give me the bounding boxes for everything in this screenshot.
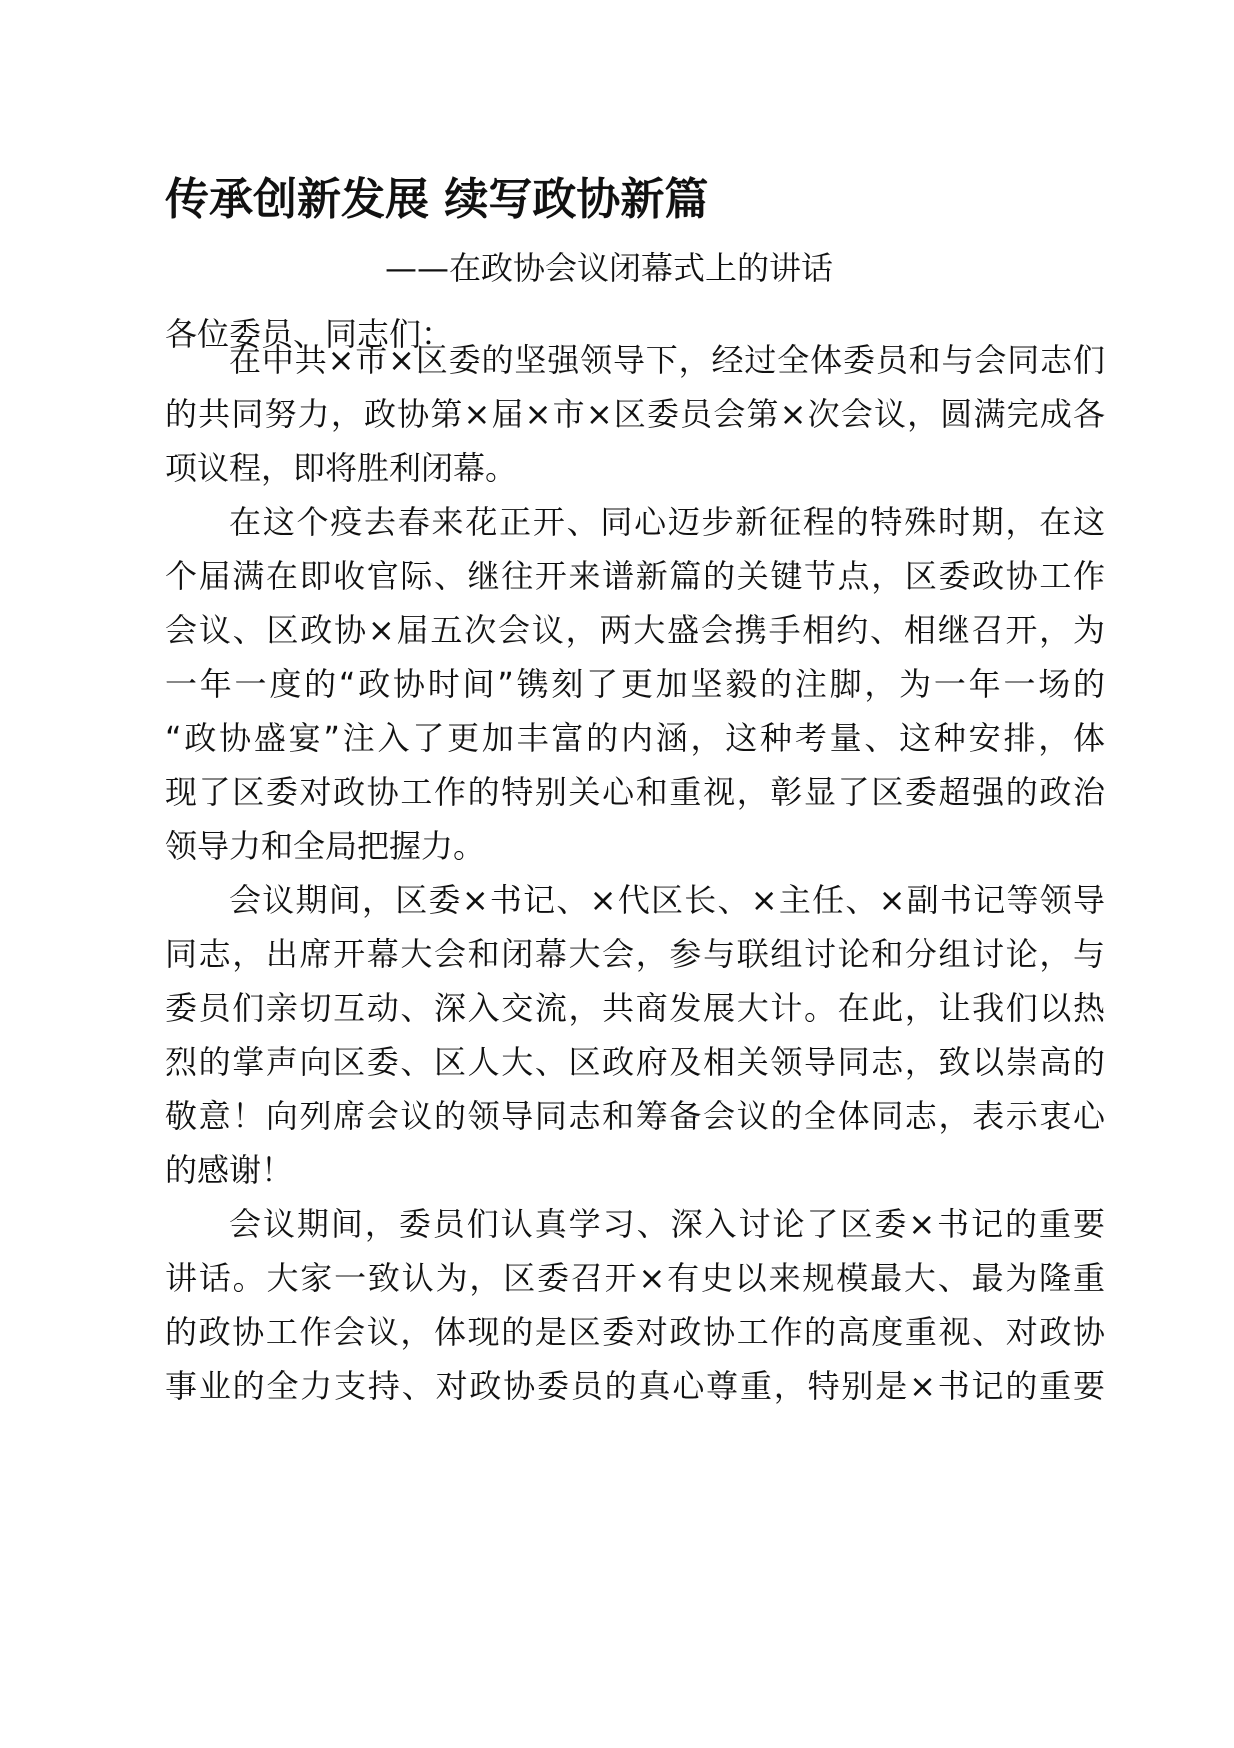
paragraph-line: 一年一度的“政协时间”镌刻了更加坚毅的注脚，为一年一场的	[165, 665, 1105, 703]
paragraph-line: 在中共×市×区委的坚强领导下，经过全体委员和与会同志们	[229, 341, 1105, 379]
paragraph-line: 委员们亲切互动、深入交流，共商发展大计。在此，让我们以热	[165, 989, 1105, 1027]
paragraph-line: 会议期间，区委×书记、×代区长、×主任、×副书记等领导	[229, 881, 1105, 919]
paragraph-line: “政协盛宴”注入了更加丰富的内涵，这种考量、这种安排，体	[165, 719, 1105, 757]
paragraph-line: 的政协工作会议，体现的是区委对政协工作的高度重视、对政协	[165, 1313, 1105, 1351]
paragraph-line: 项议程，即将胜利闭幕。	[165, 449, 518, 487]
paragraph-line: 在这个疫去春来花正开、同心迈步新征程的特殊时期，在这	[229, 503, 1105, 541]
paragraph-line: 同志，出席开幕大会和闭幕大会，参与联组讨论和分组讨论，与	[165, 935, 1105, 973]
paragraph-line: 烈的掌声向区委、区人大、区政府及相关领导同志，致以崇高的	[165, 1043, 1105, 1081]
paragraph-line: 讲话。大家一致认为，区委召开×有史以来规模最大、最为隆重	[165, 1259, 1105, 1297]
paragraph-line: 领导力和全局把握力。	[165, 827, 486, 865]
paragraph-line: 会议期间，委员们认真学习、深入讨论了区委×书记的重要	[229, 1205, 1105, 1243]
paragraph-line: 敬意！向列席会议的领导同志和筹备会议的全体同志，表示衷心	[165, 1097, 1105, 1135]
salutation: 各位委员、同志们：	[165, 315, 454, 353]
paragraph-line: 的感谢！	[165, 1151, 294, 1189]
paragraph-line: 的共同努力，政协第×届×市×区委员会第×次会议，圆满完成各	[165, 395, 1105, 433]
paragraph-line: 个届满在即收官际、继往开来谱新篇的关键节点，区委政协工作	[165, 557, 1105, 595]
paragraph-line: 会议、区政协×届五次会议，两大盛会携手相约、相继召开，为	[165, 611, 1105, 649]
paragraph-line: 事业的全力支持、对政协委员的真心尊重，特别是×书记的重要	[165, 1367, 1105, 1405]
document-title: 传承创新发展 续写政协新篇	[165, 174, 709, 225]
paragraph-line: 现了区委对政协工作的特别关心和重视，彰显了区委超强的政治	[165, 773, 1105, 811]
document-subtitle: ——在政协会议闭幕式上的讲话	[385, 249, 834, 287]
